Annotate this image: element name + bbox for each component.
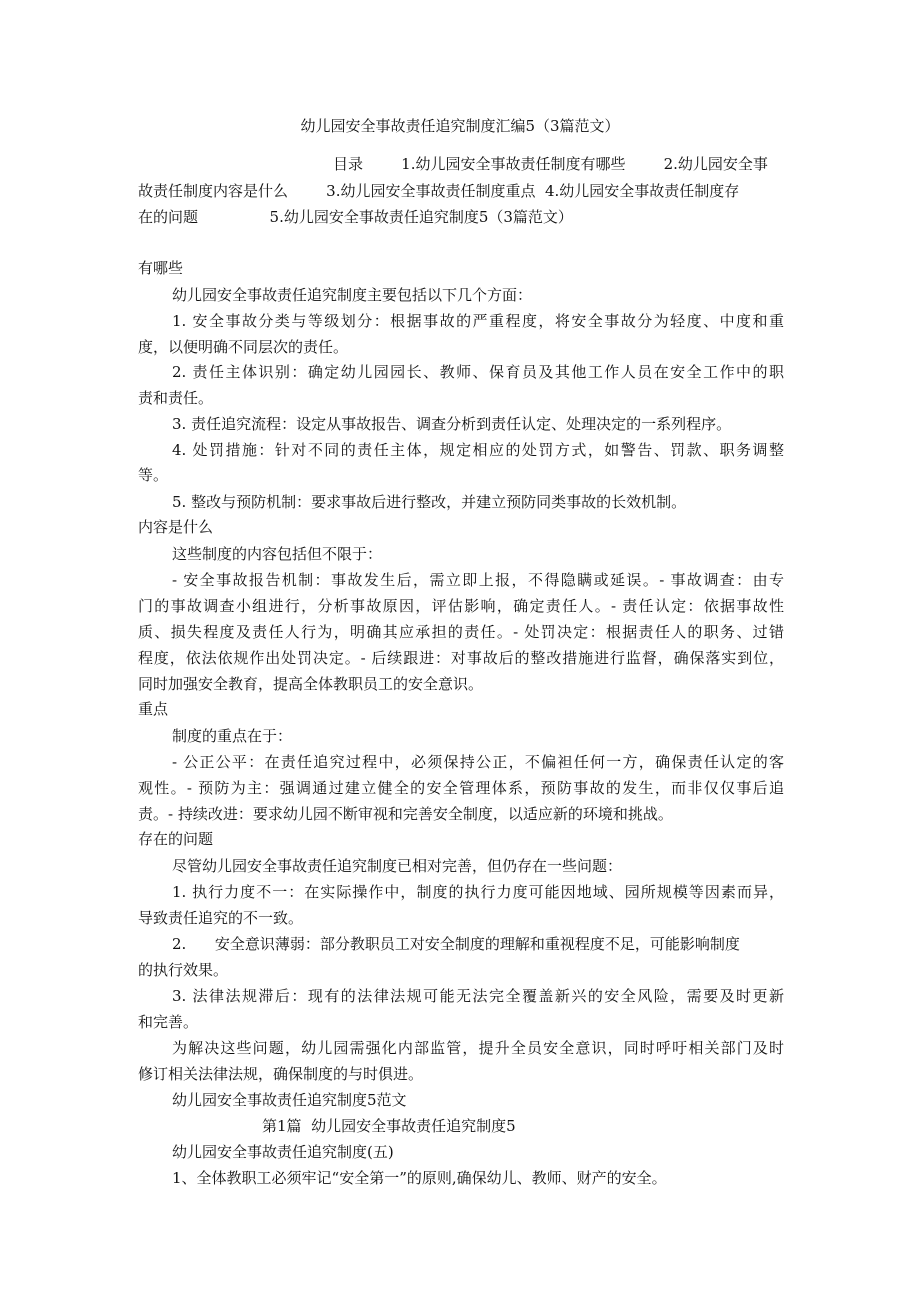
paragraph-line: 质、损失程度及责任人行为，明确其应承担的责任。- 处罚决定：根据责任人的职务、过错 (138, 623, 784, 641)
paragraph-line: 3. 法律法规滞后：现有的法律法规可能无法完全覆盖新兴的安全风险，需要及时更新 (172, 987, 784, 1005)
paragraph-line: 尽管幼儿园安全事故责任追究制度已相对完善，但仍存在一些问题： (172, 857, 623, 875)
paragraph-line: - 安全事故报告机制：事故发生后，需立即上报，不得隐瞒或延误。- 事故调查：由专 (172, 571, 784, 589)
paragraph-line: 5. 整改与预防机制：要求事故后进行整改，并建立预防同类事故的长效机制。 (172, 493, 687, 511)
paragraph-line: 2. 安全意识薄弱：部分教职员工对安全制度的理解和重视程度不足，可能影响制度 (172, 935, 740, 953)
section-heading: 存在的问题 (138, 830, 214, 848)
chapter-heading: 第1篇 幼儿园安全事故责任追究制度5 (262, 1117, 516, 1135)
paragraph-line: 2. 责任主体识别：确定幼儿园园长、教师、保育员及其他工作人员在安全工作中的职 (172, 363, 784, 381)
paragraph-line: 这些制度的内容包括但不限于： (172, 545, 383, 563)
paragraph-line: 1. 执行力度不一：在实际操作中，制度的执行力度可能因地域、园所规模等因素而异， (172, 883, 784, 901)
paragraph-line: 的执行效果。 (138, 961, 229, 979)
paragraph-line: - 公正公平：在责任追究过程中，必须保持公正，不偏袒任何一方，确保责任认定的客 (172, 753, 784, 771)
section-heading: 有哪些 (138, 259, 184, 277)
paragraph-line: 幼儿园安全事故责任追究制度(五) (172, 1143, 394, 1161)
paragraph-line: 制度的重点在于： (172, 727, 293, 745)
toc-line: 故责任制度内容是什么 3.幼儿园安全事故责任制度重点 4.幼儿园安全事故责任制度存 (138, 182, 740, 200)
paragraph-line: 修订相关法律法规，确保制度的与时俱进。 (138, 1065, 424, 1083)
paragraph-line: 责和责任。 (138, 389, 214, 407)
paragraph-line: 为解决这些问题，幼儿园需强化内部监管，提升全员安全意识，同时呼吁相关部门及时 (172, 1039, 784, 1057)
document-title: 幼儿园安全事故责任追究制度汇编5（3篇范文） (300, 117, 620, 135)
paragraph-line: 幼儿园安全事故责任追究制度主要包括以下几个方面： (172, 286, 533, 304)
paragraph-line: 度，以便明确不同层次的责任。 (138, 338, 349, 356)
paragraph-line: 等。 (138, 466, 169, 484)
paragraph-line: 门的事故调查小组进行，分析事故原因，评估影响，确定责任人。- 责任认定：依据事故性 (138, 597, 784, 615)
toc-line: 目录 1.幼儿园安全事故责任制度有哪些 2.幼儿园安全事 (333, 155, 768, 173)
paragraph-line: 幼儿园安全事故责任追究制度5范文 (172, 1091, 407, 1109)
section-heading: 重点 (138, 700, 169, 718)
paragraph-line: 1、全体教职工必须牢记“安全第一”的原则,确保幼儿、教师、财产的安全。 (172, 1169, 667, 1187)
paragraph-line: 同时加强安全教育，提高全体教职员工的安全意识。 (138, 675, 484, 693)
paragraph-line: 和完善。 (138, 1013, 199, 1031)
paragraph-line: 观性。- 预防为主：强调通过建立健全的安全管理体系，预防事故的发生，而非仅仅事后追 (138, 779, 784, 797)
paragraph-line: 责。- 持续改进：要求幼儿园不断审视和完善安全制度，以适应新的环境和挑战。 (138, 805, 673, 823)
paragraph-line: 程度，依法依规作出处罚决定。- 后续跟进：对事故后的整改措施进行监督，确保落实到位， (138, 649, 784, 667)
section-heading: 内容是什么 (138, 518, 214, 536)
paragraph-line: 导致责任追究的不一致。 (138, 909, 304, 927)
paragraph-line: 3. 责任追究流程：设定从事故报告、调查分析到责任认定、处理决定的一系列程序。 (172, 415, 732, 433)
toc-line: 在的问题 5.幼儿园安全事故责任追究制度5（3篇范文） (138, 208, 573, 226)
paragraph-line: 4. 处罚措施：针对不同的责任主体，规定相应的处罚方式，如警告、罚款、职务调整 (172, 441, 784, 459)
paragraph-line: 1. 安全事故分类与等级划分：根据事故的严重程度，将安全事故分为轻度、中度和重 (172, 312, 784, 330)
